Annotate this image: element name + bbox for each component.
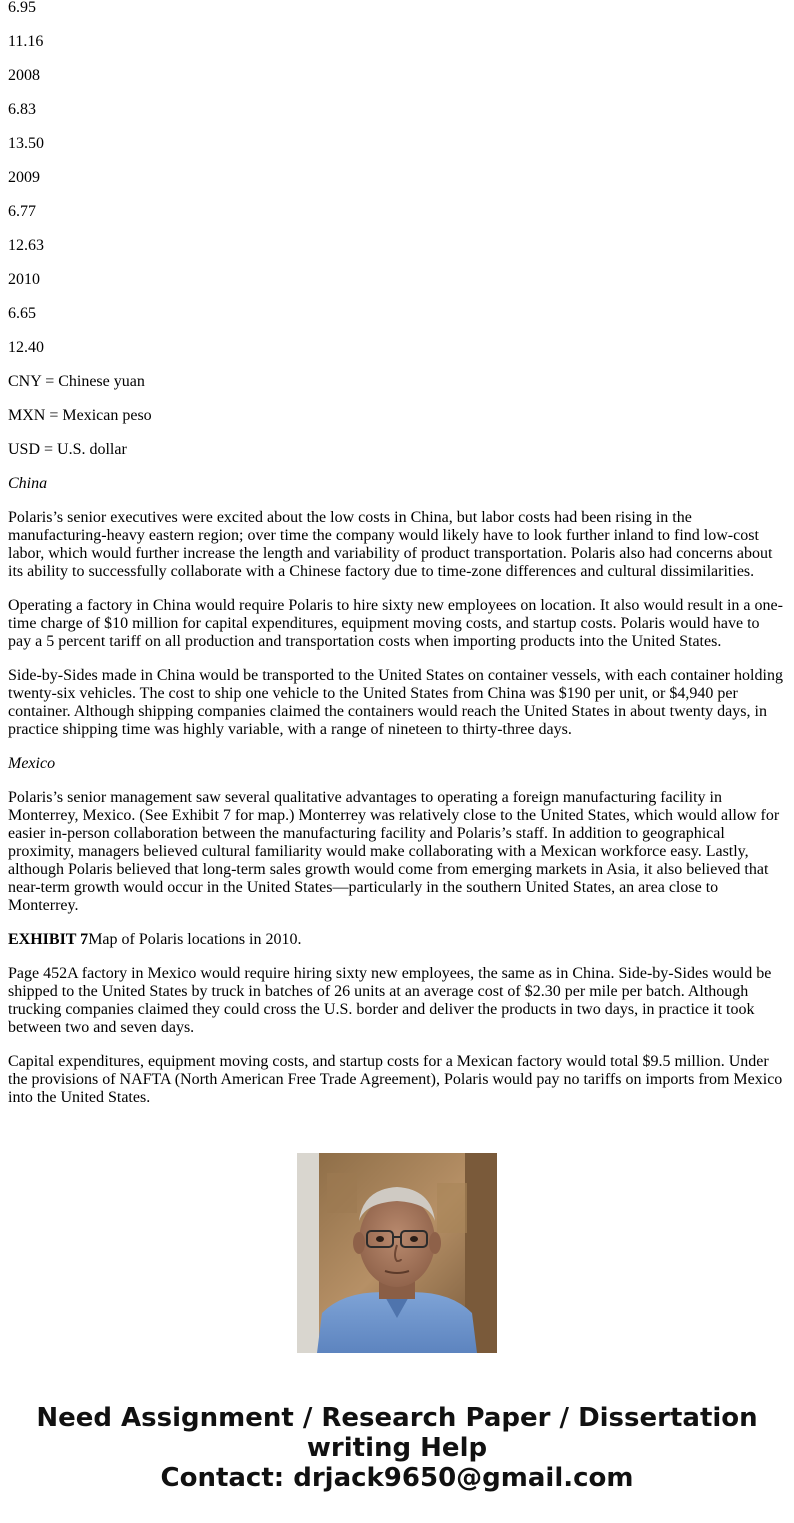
rate-year-2010: 2010: [8, 271, 40, 288]
rate-year-2008: 2008: [8, 67, 40, 84]
avatar: [297, 1153, 497, 1353]
section-heading-china: China: [8, 475, 48, 492]
promo-headline: Need Assignment / Research Paper / Dissertation writing Help: [36, 1403, 758, 1463]
rate-mxn-2010: 12.40: [8, 339, 44, 356]
exhibit-7-caption: [8, 931, 784, 949]
legend-cny: CNY = Chinese yuan: [8, 373, 145, 390]
china-paragraph: Side-by-Sides made in China would be transported to the United States on container vessels, with each container holding twenty-six vehicles. The cost to ship one vehicle to the United States from China was $190 per unit, or $4,940 per container. Although shipping companies claimed the containers would reach the United States in about twenty days, in practice shipping time was highly variable, with a range of nineteen to thirty-three days.: [8, 667, 783, 738]
exhibit-caption-text: Map of Polaris locations in 2010.: [88, 931, 302, 948]
rate-cny-2009: 6.77: [8, 203, 36, 220]
mexico-paragraph: Page 452A factory in Mexico would require hiring sixty new employees, the same as in China. Side-by-Sides would be shipped to the United States by truck in batches of 26 units at an average cost of $2.30 per mile per batch. Although trucking companies claimed they could cross the U.S. border and deliver the products in two days, in practice it took between two and seven days.: [8, 965, 772, 1036]
rate-cny-2007: 6.95: [8, 0, 36, 16]
rate-cny-2008: 6.83: [8, 101, 36, 118]
rate-year-2009: 2009: [8, 169, 40, 186]
legend-usd: USD = U.S. dollar: [8, 441, 127, 458]
promo-text: [0, 1403, 794, 1493]
rate-cny-2010: 6.65: [8, 305, 36, 322]
promo-contact: Contact: drjack9650@gmail.com: [160, 1463, 634, 1493]
avatar-photo: [297, 1153, 497, 1353]
document-content: [8, 0, 784, 1123]
rate-mxn-2008: 13.50: [8, 135, 44, 152]
china-paragraph: Polaris’s senior executives were excited about the low costs in China, but labor costs had been rising in the manufacturing-heavy eastern region; over time the company would likely have to look further inland to find low-cost labor, which would further increase the length and variability of product transportation. Polaris also had concerns about its ability to successfully collaborate with a Chinese factory due to time-zone differences and cultural dissimilarities.: [8, 509, 773, 580]
section-heading-mexico: Mexico: [8, 755, 56, 772]
china-paragraph: Operating a factory in China would require Polaris to hire sixty new employees on location. It also would result in a one-time charge of $10 million for capital expenditures, equipment moving costs, and startup costs. Polaris would have to pay a 5 percent tariff on all production and transportation costs when importing products into the United States.: [8, 597, 783, 650]
mexico-paragraph: Capital expenditures, equipment moving costs, and startup costs for a Mexican factory would total $9.5 million. Under the provisions of NAFTA (North American Free Trade Agreement), Polaris would pay no tariffs on imports from Mexico into the United States.: [8, 1053, 783, 1106]
exhibit-label: EXHIBIT 7: [8, 931, 89, 948]
mexico-paragraph: Polaris’s senior management saw several qualitative advantages to operating a foreign manufacturing facility in Monterrey, Mexico. (See Exhibit 7 for map.) Monterrey was relatively close to the United States, which would allow for easier in-person collaboration between the manufacturing facility and Polaris’s staff. In addition to geographical proximity, managers believed cultural familiarity would make collaborating with a Mexican workforce easy. Lastly, although Polaris believed that long-term sales growth would come from emerging markets in Asia, it also believed that near-term growth would occur in the United States—particularly in the southern United States, an area close to Monterrey.: [8, 789, 780, 914]
promo-banner: [0, 1123, 794, 1523]
legend-mxn: MXN = Mexican peso: [8, 407, 152, 424]
rate-mxn-2007: 11.16: [8, 33, 44, 50]
rate-mxn-2009: 12.63: [8, 237, 44, 254]
